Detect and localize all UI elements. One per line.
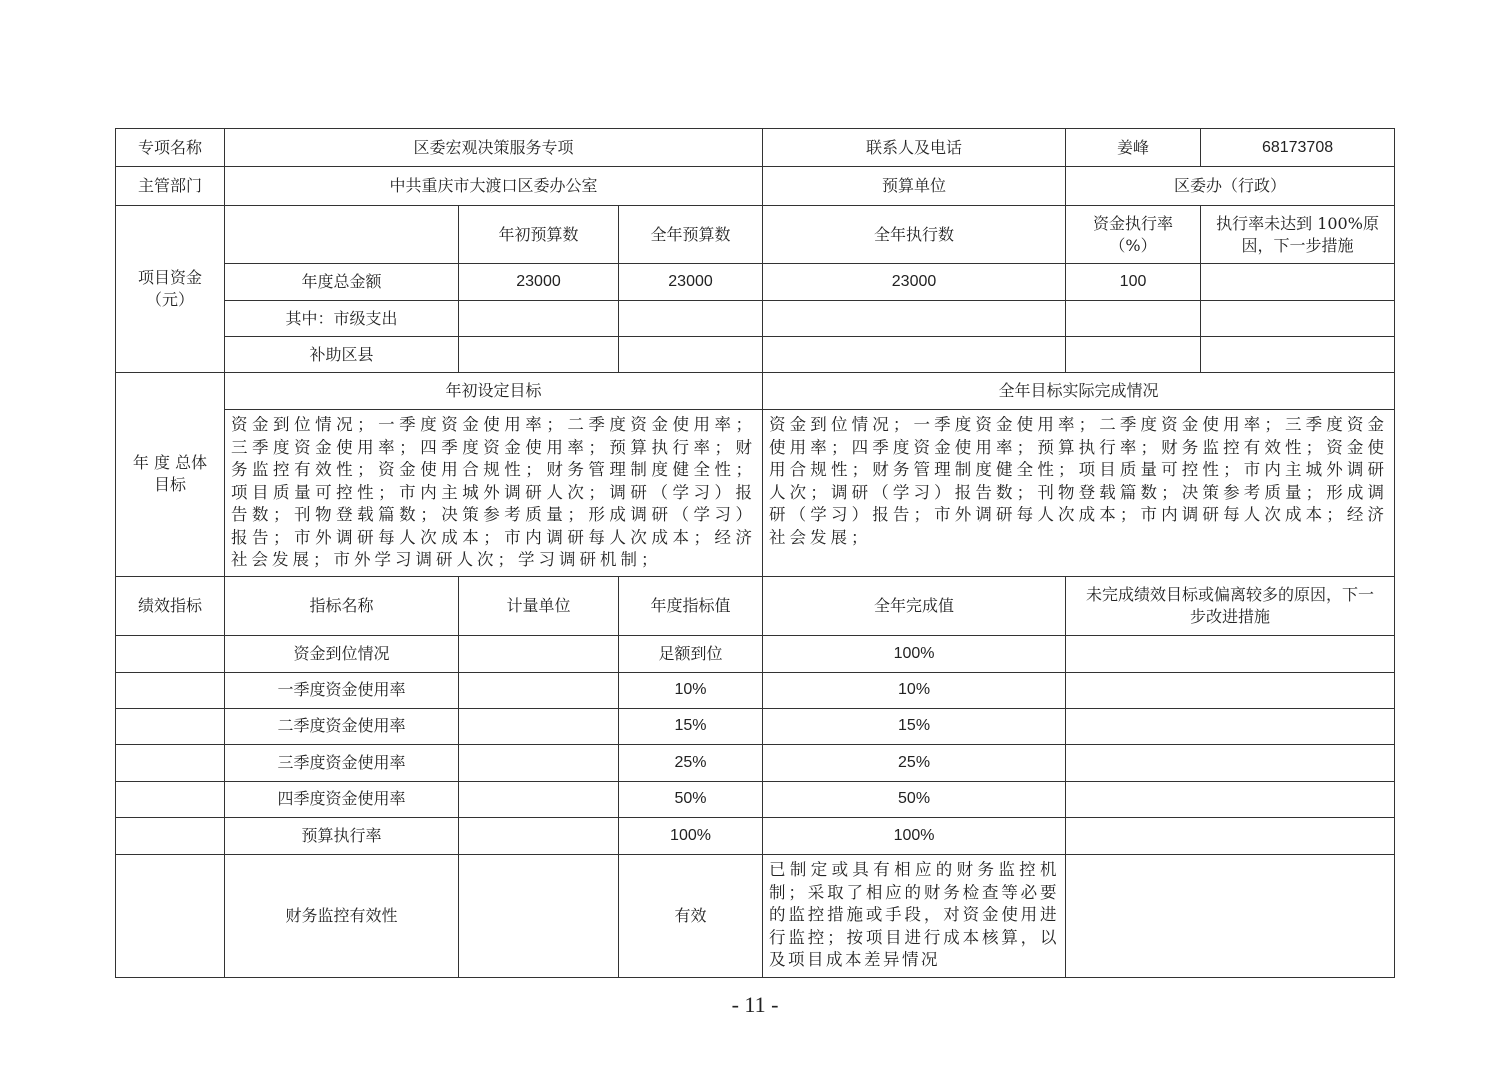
- fund-rate: [1066, 337, 1201, 373]
- indicator-target: 15%: [619, 708, 763, 744]
- fund-exec: 23000: [763, 264, 1066, 301]
- indicator-target: 50%: [619, 781, 763, 817]
- fund-rate: [1066, 301, 1201, 337]
- indicator-reason: [1066, 672, 1395, 708]
- indicator-row: [116, 708, 1395, 744]
- indicator-actual: 已制定或具有相应的财务监控机制；采取了相应的财务检查等必要的监控措施或手段，对资金使用进行监控；按项目进行成本核算，以及项目成本差异情况: [763, 854, 1066, 977]
- set-goals-text: 资金到位情况；一季度资金使用率；二季度资金使用率；三季度资金使用率；四季度资金使用率；预算执行率；财务监控有效性；资金使用合规性；财务管理制度健全性；项目质量可控性；市内主城外调研人次；调研（学习）报告数；刊物登载篇数；决策参考质量；形成调研（学习）报告；市外调研每人次成本；市内调研每人次成本；经济社会发展；市外学习调研人次；学习调研机制；: [225, 410, 763, 577]
- actual-goals-text: 资金到位情况；一季度资金使用率；二季度资金使用率；三季度资金使用率；四季度资金使用率；预算执行率；财务监控有效性；资金使用合规性；财务管理制度健全性；项目质量可控性；市内主城外调研人次；调研（学习）报告数；刊物登载篇数；决策参考质量；形成调研（学习）报告；市外调研每人次成本；市内调研每人次成本；经济社会发展；: [763, 410, 1395, 577]
- indicator-actual: 100%: [763, 817, 1066, 854]
- indicator-target: 足额到位: [619, 635, 763, 672]
- indicator-unit: [459, 854, 619, 977]
- indicator-row: [116, 781, 1395, 817]
- indicator-row: [116, 635, 1395, 672]
- indicator-name: 资金到位情况: [225, 635, 459, 672]
- fund-row-label: 其中：市级支出: [225, 301, 459, 337]
- fund-annual: [619, 301, 763, 337]
- col-set-goals: 年初设定目标: [225, 373, 763, 410]
- indicator-reason: [1066, 744, 1395, 781]
- indicator-target: 有效: [619, 854, 763, 977]
- empty-cell: [116, 817, 225, 854]
- indicator-actual: 15%: [763, 708, 1066, 744]
- col-rate: 资金执行率（%）: [1066, 206, 1201, 264]
- fund-initial: 23000: [459, 264, 619, 301]
- contact-phone: 68173708: [1201, 129, 1395, 167]
- indicator-name: 财务监控有效性: [225, 854, 459, 977]
- label-contact: 联系人及电话: [763, 129, 1066, 167]
- indicator-row: [116, 744, 1395, 781]
- indicator-row: [116, 672, 1395, 708]
- dept: 中共重庆市大渡口区委办公室: [225, 167, 763, 206]
- col-actual-goals: 全年目标实际完成情况: [763, 373, 1395, 410]
- fund-rate: 100: [1066, 264, 1201, 301]
- indicator-unit: [459, 817, 619, 854]
- col-initial: 年初预算数: [459, 206, 619, 264]
- contact-person: 姜峰: [1066, 129, 1201, 167]
- empty-cell: [116, 854, 225, 977]
- fund-reason: [1201, 337, 1395, 373]
- label-unit: 预算单位: [763, 167, 1066, 206]
- col-indicator-target: 年度指标值: [619, 576, 763, 635]
- indicator-unit: [459, 781, 619, 817]
- indicator-target: 100%: [619, 817, 763, 854]
- col-indicator-actual: 全年完成值: [763, 576, 1066, 635]
- indicator-name: 三季度资金使用率: [225, 744, 459, 781]
- project-name: 区委宏观决策服务专项: [225, 129, 763, 167]
- fund-reason: [1201, 264, 1395, 301]
- col-indicator-unit: 计量单位: [459, 576, 619, 635]
- fund-initial: [459, 337, 619, 373]
- indicator-actual: 25%: [763, 744, 1066, 781]
- empty-cell: [116, 635, 225, 672]
- fund-annual: 23000: [619, 264, 763, 301]
- indicator-reason: [1066, 817, 1395, 854]
- indicator-unit: [459, 744, 619, 781]
- indicator-name: 二季度资金使用率: [225, 708, 459, 744]
- indicator-row: [116, 817, 1395, 854]
- budget-unit: 区委办（行政）: [1066, 167, 1395, 206]
- empty-cell: [116, 781, 225, 817]
- goals-label: 年 度 总体目标: [116, 373, 225, 577]
- indicator-target: 10%: [619, 672, 763, 708]
- empty-cell: [116, 744, 225, 781]
- indicator-reason: [1066, 854, 1395, 977]
- col-reason: 执行率未达到 100%原因，下一步措施: [1201, 206, 1395, 264]
- indicator-actual: 100%: [763, 635, 1066, 672]
- indicator-row: [116, 854, 1395, 977]
- performance-table: [115, 128, 1395, 978]
- empty-cell: [116, 708, 225, 744]
- fund-row-label: 年度总金额: [225, 264, 459, 301]
- indicator-unit: [459, 672, 619, 708]
- col-indicator-name: 指标名称: [225, 576, 459, 635]
- indicator-reason: [1066, 708, 1395, 744]
- fund-reason: [1201, 301, 1395, 337]
- indicator-name: 预算执行率: [225, 817, 459, 854]
- label-name: 专项名称: [116, 129, 225, 167]
- indicator-reason: [1066, 635, 1395, 672]
- fund-row-label: 补助区县: [225, 337, 459, 373]
- empty-cell: [225, 206, 459, 264]
- col-indicator-reason: 未完成绩效目标或偏离较多的原因，下一步改进措施: [1066, 576, 1395, 635]
- indicators-label: 绩效指标: [116, 576, 225, 635]
- indicator-name: 四季度资金使用率: [225, 781, 459, 817]
- page-number: - 11 -: [731, 992, 779, 1017]
- funds-label: 项目资金（元）: [116, 206, 225, 373]
- indicator-unit: [459, 635, 619, 672]
- indicator-actual: 50%: [763, 781, 1066, 817]
- fund-initial: [459, 301, 619, 337]
- indicator-name: 一季度资金使用率: [225, 672, 459, 708]
- empty-cell: [116, 672, 225, 708]
- fund-exec: [763, 301, 1066, 337]
- fund-exec: [763, 337, 1066, 373]
- indicator-reason: [1066, 781, 1395, 817]
- col-exec: 全年执行数: [763, 206, 1066, 264]
- indicator-target: 25%: [619, 744, 763, 781]
- indicator-unit: [459, 708, 619, 744]
- fund-annual: [619, 337, 763, 373]
- indicator-actual: 10%: [763, 672, 1066, 708]
- col-annual: 全年预算数: [619, 206, 763, 264]
- label-dept: 主管部门: [116, 167, 225, 206]
